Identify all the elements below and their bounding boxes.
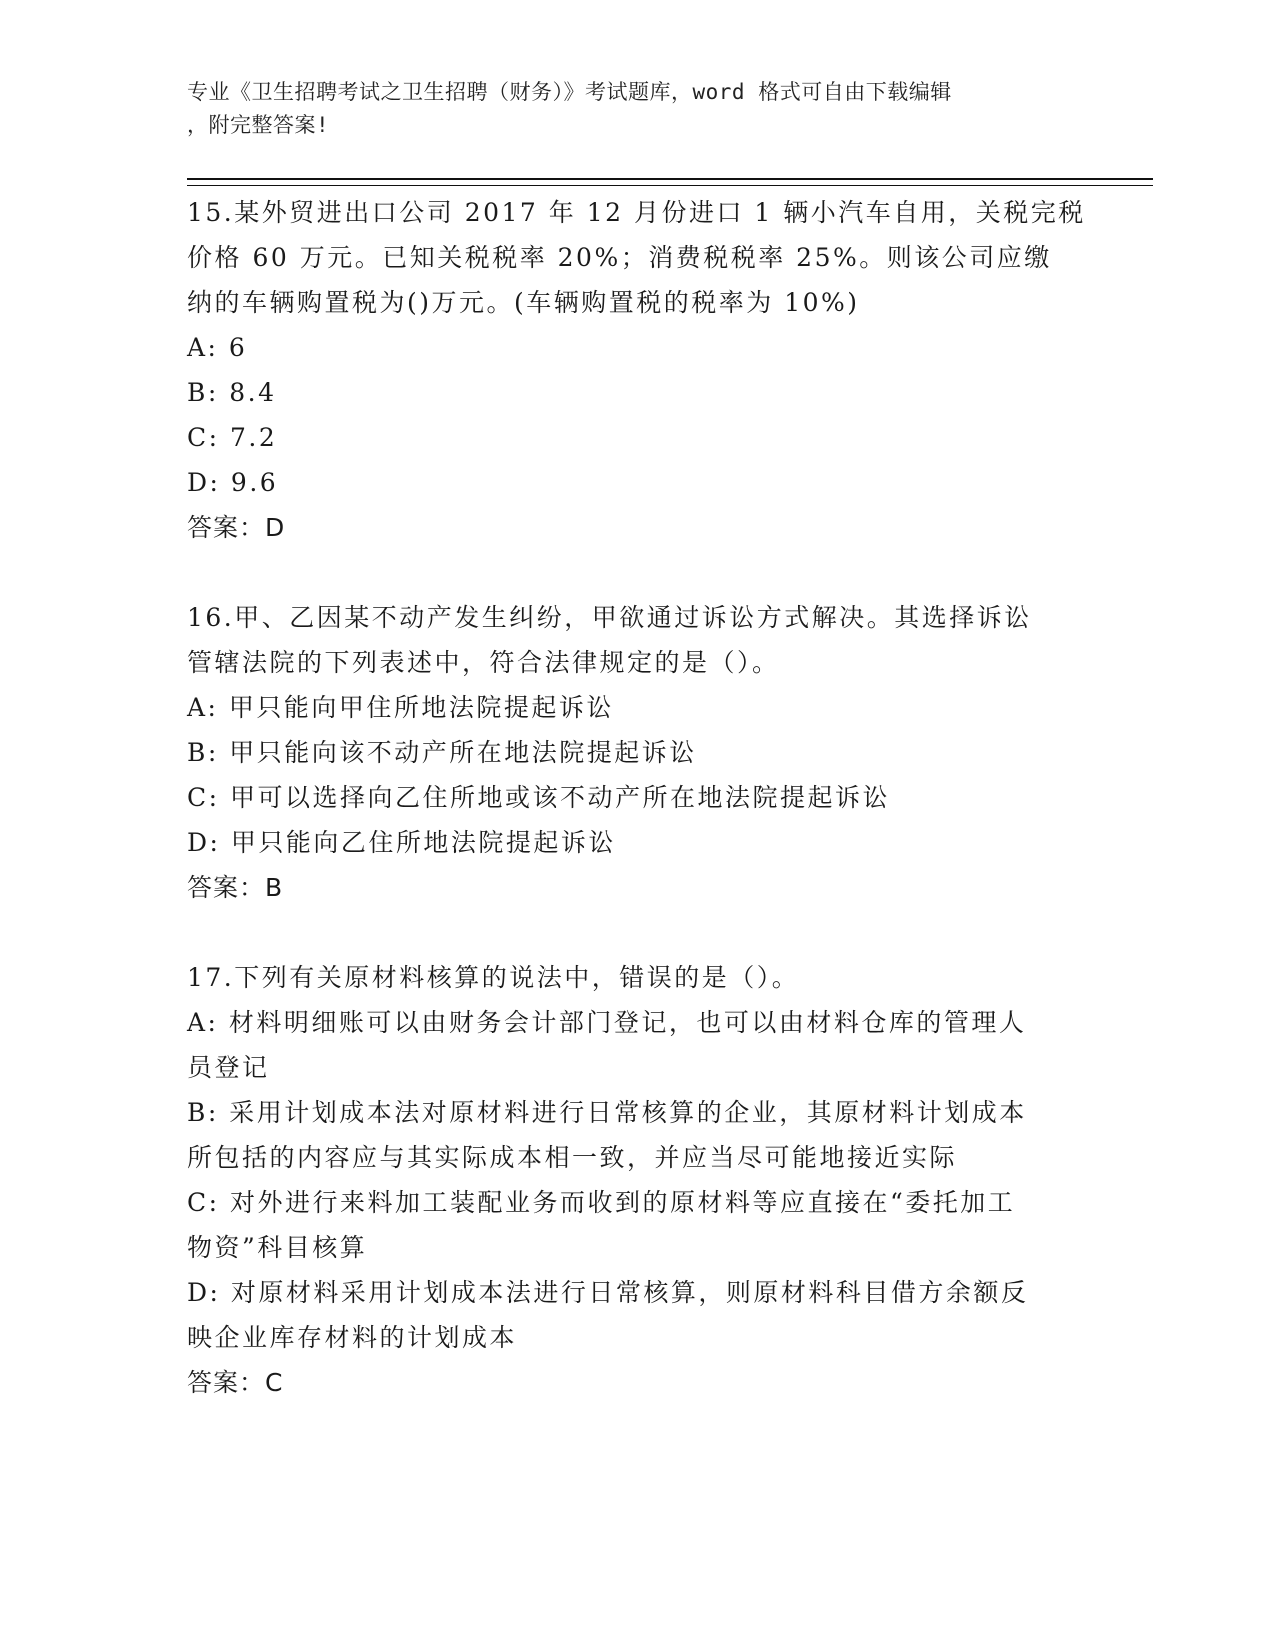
answer-line: 答案：D [187,513,286,542]
question-spacer [187,550,1087,595]
header-line-1: 专业《卫生招聘考试之卫生招聘（财务）》考试题库，word 格式可自由下载编辑 [187,80,952,104]
option-c-line-2: 物资”科目核算 [187,1233,368,1262]
option-a-line-2: 员登记 [187,1053,270,1082]
option-b: B: 8.4 [187,378,277,407]
option-c: C: 甲可以选择向乙住所地或该不动产所在地法院提起诉讼 [187,783,891,812]
option-d: D: 甲只能向乙住所地法院提起诉讼 [187,828,616,857]
answer-line: 答案：C [187,1368,284,1397]
header-divider [187,178,1153,186]
answer-line: 答案：B [187,873,284,902]
question-stem-line: 15.某外贸进出口公司 2017 年 12 月份进口 1 辆小汽车自用，关税完税 [187,198,1086,227]
option-a-line-1: A: 材料明细账可以由财务会计部门登记，也可以由材料仓库的管理人 [187,1008,1027,1037]
question-15 [187,190,1087,550]
option-a: A: 6 [187,333,248,362]
question-17 [187,955,1087,1405]
question-stem-line: 17.下列有关原材料核算的说法中，错误的是（）。 [187,963,800,992]
option-c: C: 7.2 [187,423,278,452]
option-d: D: 9.6 [187,468,279,497]
option-a: A: 甲只能向甲住所地法院提起诉讼 [187,693,614,722]
question-stem-line: 16.甲、乙因某不动产发生纠纷，甲欲通过诉讼方式解决。其选择诉讼 [187,603,1032,632]
question-list [187,190,1087,1405]
option-b: B: 甲只能向该不动产所在地法院提起诉讼 [187,738,697,767]
header-line-2: ，附完整答案! [187,113,330,137]
question-stem-line: 管辖法院的下列表述中，符合法律规定的是（）。 [187,648,780,677]
question-stem-line: 纳的车辆购置税为()万元。(车辆购置税的税率为 10%) [187,288,860,317]
question-stem-line: 价格 60 万元。已知关税税率 20%；消费税税率 25%。则该公司应缴 [187,243,1052,272]
question-spacer [187,910,1087,955]
document-header [187,76,1087,142]
option-c-line-1: C: 对外进行来料加工装配业务而收到的原材料等应直接在“委托加工 [187,1188,1016,1217]
option-d-line-2: 映企业库存材料的计划成本 [187,1323,518,1352]
question-16 [187,595,1087,910]
option-b-line-2: 所包括的内容应与其实际成本相一致，并应当尽可能地接近实际 [187,1143,958,1172]
option-d-line-1: D: 对原材料采用计划成本法进行日常核算，则原材料科目借方余额反 [187,1278,1029,1307]
option-b-line-1: B: 采用计划成本法对原材料进行日常核算的企业，其原材料计划成本 [187,1098,1027,1127]
